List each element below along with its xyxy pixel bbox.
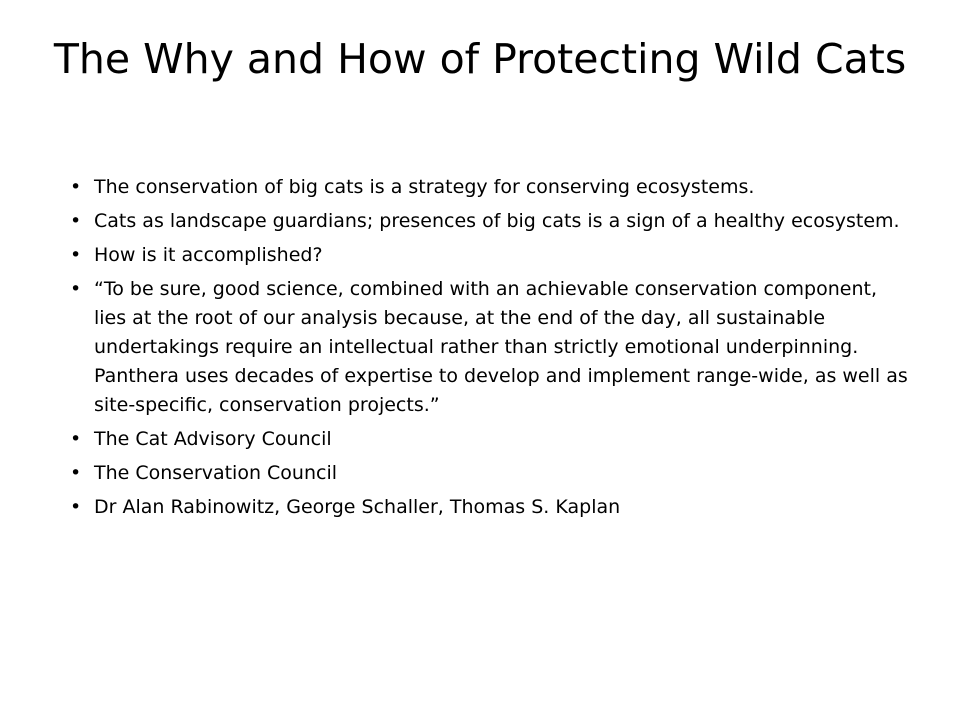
bullet-text: The conservation of big cats is a strategy for conserving ecosystems. <box>94 176 755 198</box>
bullet-text: Cats as landscape guardians; presences of big cats is a sign of a healthy ecosystem. <box>94 210 900 232</box>
bullet-icon: • <box>70 496 82 518</box>
bullet-text: “To be sure, good science, combined with an achievable conservation component, lies at the root of our analysis because, at the end of the day, all sustainable undertakings require an intellectual rather than strictly emotional underpinning. Panthera uses decades of expertise to develop and implement range-wide, as well as site-specific, conservation projects.” <box>94 278 908 416</box>
bullet-item <box>70 207 912 236</box>
bullet-item <box>70 493 912 522</box>
bullet-text: The Cat Advisory Council <box>94 428 332 450</box>
bullet-icon: • <box>70 462 82 484</box>
bullet-text: The Conservation Council <box>94 462 338 484</box>
bullet-icon: • <box>70 210 82 232</box>
bullet-item <box>70 425 912 454</box>
bullet-icon: • <box>70 176 82 198</box>
bullet-list <box>70 173 912 527</box>
bullet-item <box>70 459 912 488</box>
bullet-icon: • <box>70 278 82 300</box>
bullet-icon: • <box>70 428 82 450</box>
bullet-item <box>70 275 912 420</box>
bullet-item <box>70 173 912 202</box>
bullet-item <box>70 241 912 270</box>
bullet-icon: • <box>70 244 82 266</box>
bullet-text: Dr Alan Rabinowitz, George Schaller, Thomas S. Kaplan <box>94 496 621 518</box>
slide-title: The Why and How of Protecting Wild Cats <box>53 35 907 83</box>
bullet-text: How is it accomplished? <box>94 244 323 266</box>
